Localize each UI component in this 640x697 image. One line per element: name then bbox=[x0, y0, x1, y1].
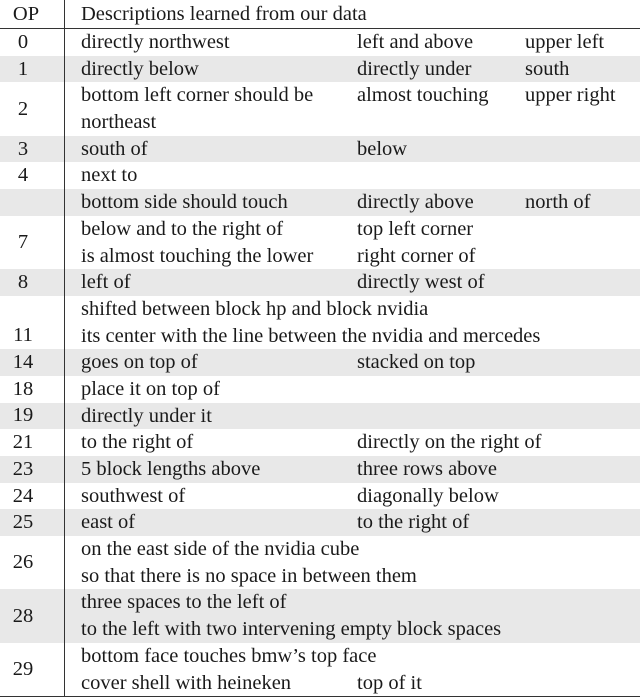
description-line bbox=[65, 296, 640, 323]
description-line bbox=[65, 243, 640, 270]
description-cell: directly northwest bbox=[81, 31, 230, 53]
description-line bbox=[65, 109, 640, 136]
description-cell: southwest of bbox=[81, 484, 186, 507]
description-line bbox=[65, 136, 640, 163]
description-cell: its center with the line between the nvidia and mercedes bbox=[81, 324, 541, 347]
op-cell: 28 bbox=[0, 589, 65, 642]
description-cell: diagonally below bbox=[357, 484, 499, 507]
description-cell: left and above bbox=[357, 31, 474, 53]
table-row bbox=[0, 189, 640, 216]
description-line bbox=[65, 643, 640, 670]
description-cell: north of bbox=[525, 191, 591, 214]
op-cell: 29 bbox=[0, 643, 65, 696]
op-cell: 1 bbox=[0, 56, 65, 83]
description-line bbox=[65, 563, 640, 590]
table-row bbox=[0, 376, 640, 403]
description-cell: bottom face touches bmw’s top face bbox=[81, 644, 377, 667]
table-header bbox=[0, 0, 640, 29]
header-descriptions: Descriptions learned from our data bbox=[81, 3, 367, 25]
description-line bbox=[65, 269, 640, 296]
description-cell: directly under it bbox=[81, 404, 212, 427]
op-cell: 4 bbox=[0, 162, 65, 189]
description-line bbox=[65, 82, 640, 109]
description-cell: cover shell with heineken bbox=[81, 671, 292, 694]
table-row bbox=[0, 162, 640, 189]
table-row bbox=[0, 509, 640, 536]
op-cell: 26 bbox=[0, 536, 65, 589]
op-cell: 0 bbox=[0, 29, 65, 56]
description-line bbox=[65, 589, 640, 616]
op-cell: 14 bbox=[0, 349, 65, 376]
description-line bbox=[65, 376, 640, 403]
description-cell: goes on top of bbox=[81, 351, 198, 374]
description-cell: upper left bbox=[525, 31, 605, 53]
table-row bbox=[0, 56, 640, 83]
description-cell: top of it bbox=[357, 671, 422, 694]
description-line bbox=[65, 403, 640, 430]
table-row bbox=[0, 429, 640, 456]
op-cell bbox=[0, 189, 65, 216]
description-cell: left of bbox=[81, 271, 131, 294]
description-cell: bottom left corner should be bbox=[81, 84, 314, 107]
description-line bbox=[65, 216, 640, 243]
op-cell: 25 bbox=[0, 509, 65, 536]
table-row bbox=[0, 456, 640, 483]
description-cell: directly under bbox=[357, 57, 472, 80]
description-cell: south of bbox=[81, 137, 148, 160]
description-cell: below bbox=[357, 137, 408, 160]
description-cell: next to bbox=[81, 164, 138, 187]
description-line bbox=[65, 56, 640, 83]
description-line bbox=[65, 670, 640, 697]
description-cell: shifted between block hp and block nvidia bbox=[81, 297, 429, 320]
description-cell: top left corner bbox=[357, 217, 474, 240]
op-cell: 2 bbox=[0, 82, 65, 135]
table-row bbox=[0, 216, 640, 269]
op-cell: 21 bbox=[0, 429, 65, 456]
table-row bbox=[0, 82, 640, 135]
description-line bbox=[65, 456, 640, 483]
description-cell: bottom side should touch bbox=[81, 191, 288, 214]
table-body bbox=[0, 29, 640, 696]
description-cell: directly on the right of bbox=[357, 431, 542, 454]
description-cell: so that there is no space in between them bbox=[81, 564, 417, 587]
description-line bbox=[65, 483, 640, 510]
header-op: OP bbox=[0, 0, 65, 28]
description-cell: south bbox=[525, 57, 570, 80]
op-cell: 11 bbox=[0, 296, 65, 349]
description-line bbox=[65, 616, 640, 643]
description-cell: east of bbox=[81, 511, 136, 534]
table-row bbox=[0, 643, 640, 696]
table-row bbox=[0, 296, 640, 349]
description-cell: to the right of bbox=[357, 511, 470, 534]
description-cell: northeast bbox=[81, 111, 157, 134]
op-cell: 23 bbox=[0, 456, 65, 483]
table-row bbox=[0, 536, 640, 589]
description-line bbox=[65, 536, 640, 563]
description-cell: upper right bbox=[525, 84, 616, 107]
description-cell: to the left with two intervening empty block spaces bbox=[81, 618, 502, 641]
description-line bbox=[65, 349, 640, 376]
op-cell: 19 bbox=[0, 403, 65, 430]
table-row bbox=[0, 136, 640, 163]
op-cell: 8 bbox=[0, 269, 65, 296]
table-row bbox=[0, 29, 640, 56]
description-cell: below and to the right of bbox=[81, 217, 284, 240]
description-line bbox=[65, 189, 640, 216]
description-line bbox=[65, 29, 640, 56]
description-cell: three rows above bbox=[357, 458, 498, 480]
description-cell: right corner of bbox=[357, 244, 476, 267]
description-cell: stacked on top bbox=[357, 351, 476, 374]
op-cell: 3 bbox=[0, 136, 65, 163]
description-cell: directly west of bbox=[357, 271, 485, 294]
description-cell: three spaces to the left of bbox=[81, 591, 287, 614]
description-cell: almost touching bbox=[357, 84, 489, 107]
description-cell: 5 block lengths above bbox=[81, 458, 261, 480]
description-line bbox=[65, 323, 640, 350]
description-line bbox=[65, 509, 640, 536]
description-cell: directly above bbox=[357, 191, 474, 214]
description-cell: place it on top of bbox=[81, 377, 220, 400]
op-cell: 7 bbox=[0, 216, 65, 269]
table-row bbox=[0, 269, 640, 296]
table-row bbox=[0, 403, 640, 430]
op-cell: 18 bbox=[0, 376, 65, 403]
table-row bbox=[0, 349, 640, 376]
description-line bbox=[65, 162, 640, 189]
table-row bbox=[0, 483, 640, 510]
description-cell: is almost touching the lower bbox=[81, 244, 314, 267]
table-row bbox=[0, 589, 640, 642]
description-cell: on the east side of the nvidia cube bbox=[81, 538, 360, 561]
op-cell: 24 bbox=[0, 483, 65, 510]
description-line bbox=[65, 429, 640, 456]
description-cell: directly below bbox=[81, 57, 199, 80]
description-cell: to the right of bbox=[81, 431, 194, 454]
